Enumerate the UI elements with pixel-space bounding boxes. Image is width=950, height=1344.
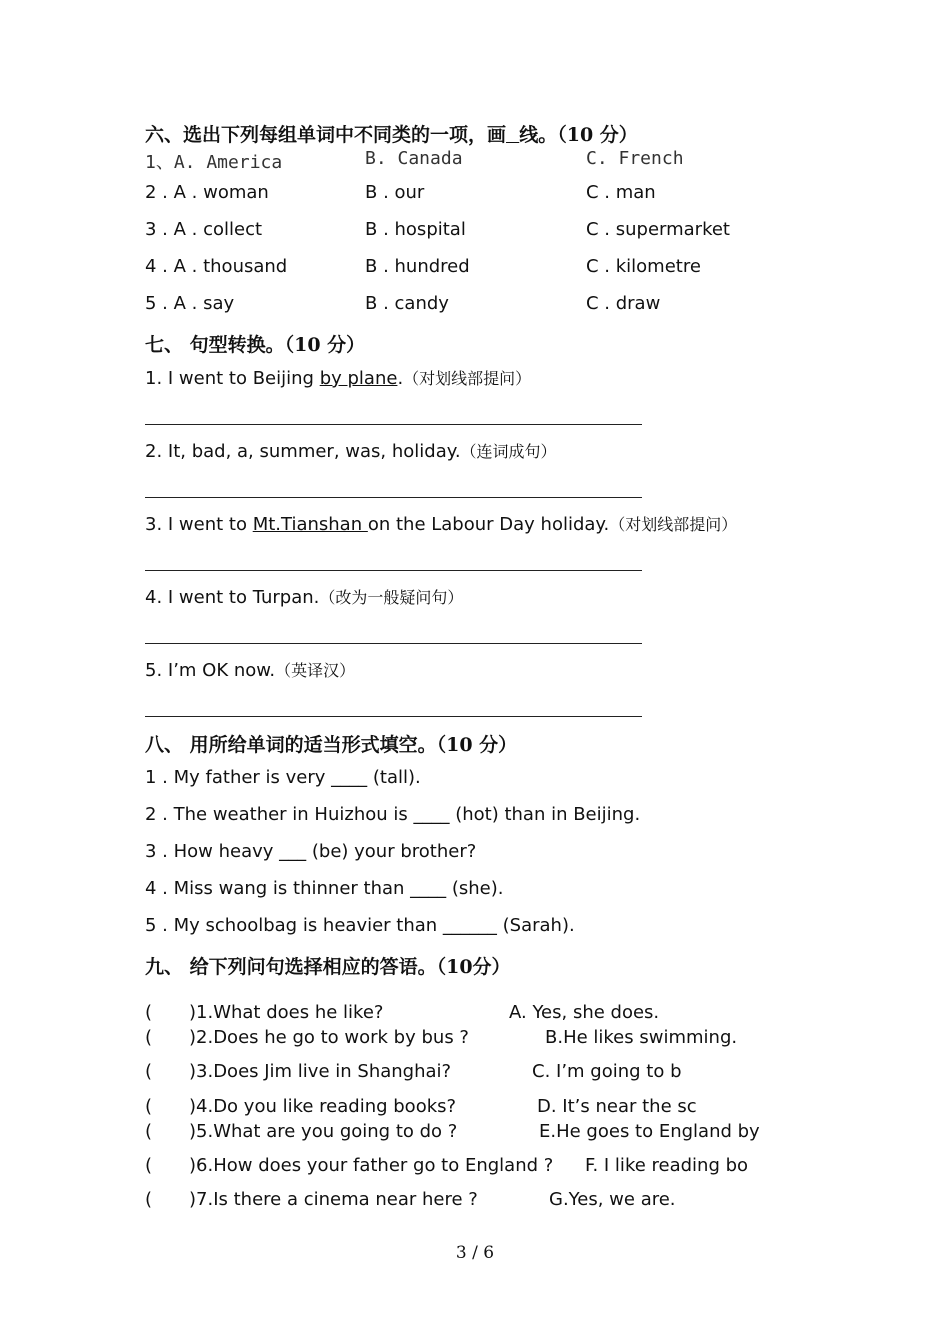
s9-paren-1: ( bbox=[145, 1002, 153, 1023]
s6-row1-a: 1、A. America bbox=[145, 152, 283, 173]
s8-item-1: 1 . My father is very ____ (tall). bbox=[145, 767, 421, 788]
s8-item-5: 5 . My schoolbag is heavier than ______ (Sarah). bbox=[145, 915, 575, 936]
s7-answer-line-4 bbox=[145, 643, 642, 644]
s9-a-3: C. I’m going to b bbox=[532, 1061, 682, 1082]
section9-title: 九、 给下列问句选择相应的答语。（10分） bbox=[145, 956, 511, 978]
s9-q-7: )7.Is there a cinema near here ? bbox=[189, 1189, 478, 1210]
s6-row2-c: C . man bbox=[586, 182, 656, 203]
s6-row2-b: B . our bbox=[365, 182, 425, 203]
section8-title: 八、 用所给单词的适当形式填空。（10 分） bbox=[145, 734, 518, 756]
s9-a-4: D. It’s near the sc bbox=[537, 1096, 697, 1117]
s9-q-3: )3.Does Jim live in Shanghai? bbox=[189, 1061, 452, 1082]
s8-item-2: 2 . The weather in Huizhou is ____ (hot) than in Beijing. bbox=[145, 804, 641, 825]
s9-a-1: A. Yes, she does. bbox=[509, 1002, 660, 1023]
s8-item-4: 4 . Miss wang is thinner than ____ (she). bbox=[145, 878, 504, 899]
page-number: 3 / 6 bbox=[455, 1243, 495, 1263]
s6-row3-a: 3 . A . collect bbox=[145, 219, 263, 240]
s9-paren-6: ( bbox=[145, 1155, 153, 1176]
s7-q1: 1. I went to Beijing by plane.（对划线部提问） bbox=[145, 368, 532, 389]
s9-q-2: )2.Does he go to work by bus ? bbox=[189, 1027, 469, 1048]
s9-paren-5: ( bbox=[145, 1121, 153, 1142]
s9-paren-7: ( bbox=[145, 1189, 153, 1210]
s6-row5-a: 5 . A . say bbox=[145, 293, 235, 314]
s9-q-1: )1.What does he like? bbox=[189, 1002, 384, 1023]
s6-row3-b: B . hospital bbox=[365, 219, 466, 240]
s9-q-4: )4.Do you like reading books? bbox=[189, 1096, 457, 1117]
s9-a-6: F. I like reading bo bbox=[585, 1155, 749, 1176]
s9-a-7: G.Yes, we are. bbox=[549, 1189, 676, 1210]
s9-paren-2: ( bbox=[145, 1027, 153, 1048]
s9-a-2: B.He likes swimming. bbox=[545, 1027, 738, 1048]
s6-row4-b: B . hundred bbox=[365, 256, 470, 277]
s7-q4: 4. I went to Turpan.（改为一般疑问句） bbox=[145, 587, 464, 608]
s7-answer-line-1 bbox=[145, 424, 642, 425]
section6-title: 六、选出下列每组单词中不同类的一项，画 线。（10 分） bbox=[145, 124, 638, 146]
s6-row2-a: 2 . A . woman bbox=[145, 182, 269, 203]
s7-answer-line-3 bbox=[145, 570, 642, 571]
s9-paren-4: ( bbox=[145, 1096, 153, 1117]
s7-q2: 2. It, bad, a, summer, was, holiday.（连词成句） bbox=[145, 441, 557, 462]
s6-row1-c: C. French bbox=[586, 148, 684, 169]
s6-row3-c: C . supermarket bbox=[586, 219, 730, 240]
s7-answer-line-5 bbox=[145, 716, 642, 717]
section7-title: 七、 句型转换。（10 分） bbox=[145, 334, 366, 356]
s7-q5: 5. I’m OK now.（英译汉） bbox=[145, 660, 356, 681]
s6-row5-b: B . candy bbox=[365, 293, 449, 314]
s9-paren-3: ( bbox=[145, 1061, 153, 1082]
s6-row1-b: B. Canada bbox=[365, 148, 463, 169]
s9-q-6: )6.How does your father go to England ? bbox=[189, 1155, 554, 1176]
s6-row4-c: C . kilometre bbox=[586, 256, 701, 277]
s6-row5-c: C . draw bbox=[586, 293, 661, 314]
s7-answer-line-2 bbox=[145, 497, 642, 498]
s8-item-3: 3 . How heavy ___ (be) your brother? bbox=[145, 841, 477, 862]
s7-q3: 3. I went to Mt.Tianshan on the Labour Day holiday.（对划线部提问） bbox=[145, 514, 738, 535]
s9-a-5: E.He goes to England by bbox=[539, 1121, 760, 1142]
s9-q-5: )5.What are you going to do ? bbox=[189, 1121, 458, 1142]
s6-row4-a: 4 . A . thousand bbox=[145, 256, 288, 277]
